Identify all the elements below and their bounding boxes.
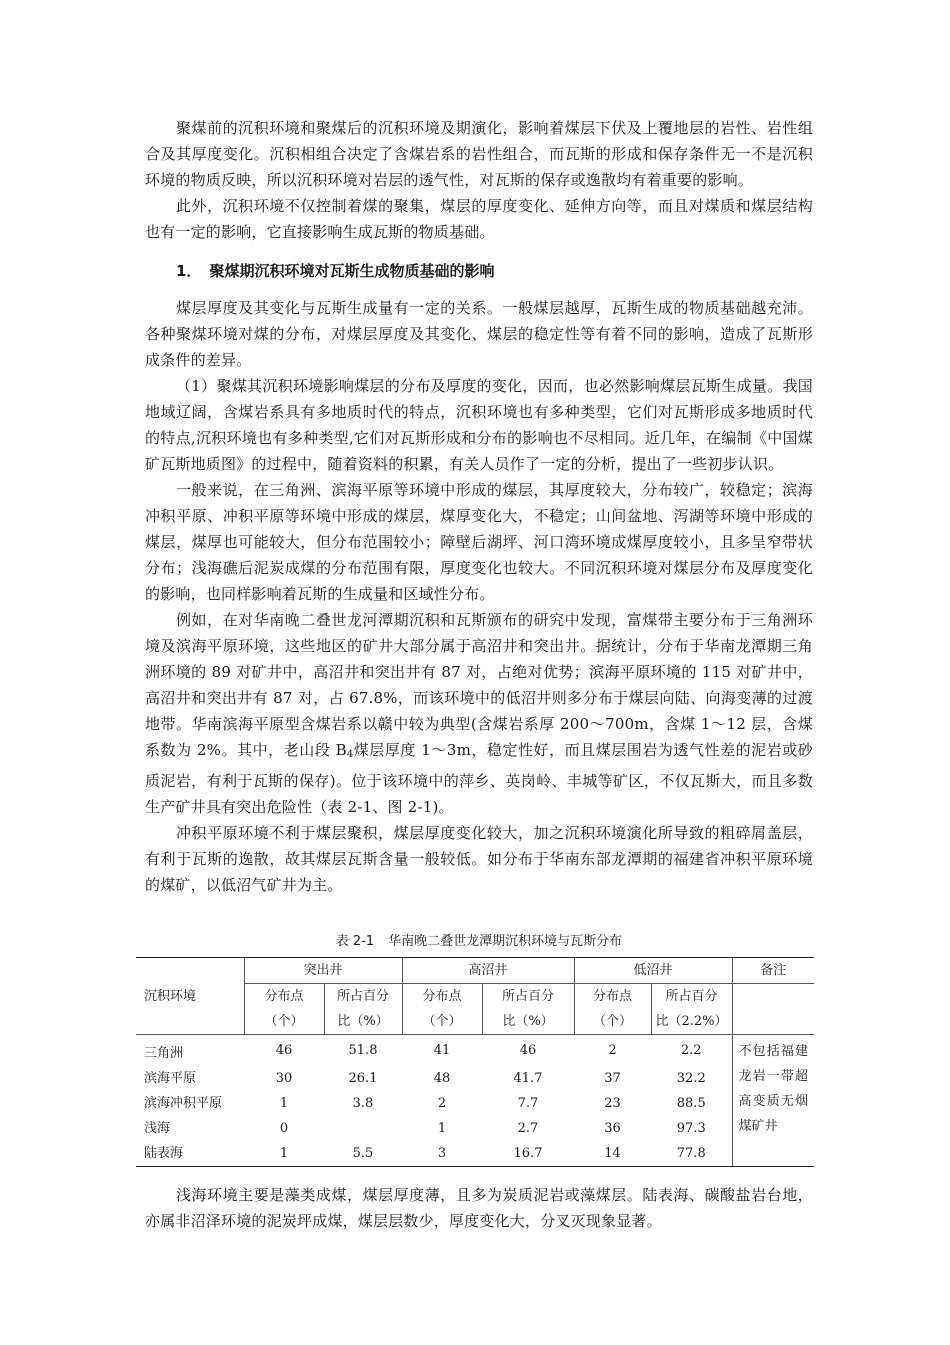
cell-value: 51.8 <box>348 1043 378 1058</box>
paragraph-example <box>145 607 813 820</box>
paragraph-intro-2: 此外，沉积环境不仅控制着煤的聚集，煤层的厚度变化、延伸方向等，而且对煤质和煤层结构也有一定的影响，它直接影响生成瓦斯的物质基础。 <box>145 197 813 241</box>
example-text-part2: 煤层厚度 1～3m，稳定性好，而且煤层围岩为透气性差的泥岩或砂质泥岩，有利于瓦斯的保存)。位于该环境中的萍乡、英岗岭、丰城等矿区，不仅瓦斯大，而且多数生产矿井具有突出危险性（表 2-1、图 2-1)。 <box>145 741 813 816</box>
cell-environment: 滨海冲积平原 <box>144 1096 223 1111</box>
subheader-count-unit: （个） <box>402 1009 482 1035</box>
table-header-environment: 沉积环境 <box>136 958 244 1035</box>
subheader-count: 分布点 <box>402 984 482 1010</box>
paragraph-environment-influence: （1）聚煤其沉积环境影响煤层的分布及厚度的变化，因而，也必然影响煤层瓦斯生成量。我国地域辽阔，含煤岩系具有多地质时代的特点，沉积环境也有多种类型，它们对瓦斯形成多地质时代的特点,沉积环境也有多种类型,它们对瓦斯形成和分布的影响也不尽相同。近几年，在编制《中国煤矿瓦斯地质图》的过程中，随着资料的积累，有关人员作了一定的分析，提出了一些初步认识。 <box>145 377 813 473</box>
paragraph-shallow-sea: 浅海环境主要是藻类成煤，煤层厚度薄，且多为炭质泥岩或藻煤层。陆表海、碳酸盐岩台地，亦属非沼泽环境的泥炭坪成煤，煤层层数少，厚度变化大，分叉灭现象显著。 <box>145 1186 813 1230</box>
table-caption-title: 华南晚二叠世龙潭期沉积环境与瓦斯分布 <box>388 934 623 949</box>
cell-value: 26.1 <box>348 1071 378 1086</box>
cell-environment: 浅海 <box>144 1121 171 1136</box>
cell-value: 48 <box>433 1071 451 1086</box>
cell-value: 3 <box>402 1141 482 1167</box>
cell-value: 46 <box>519 1043 537 1058</box>
table-caption <box>145 932 813 952</box>
table-header-note: 备注 <box>732 958 814 984</box>
subheader-pct: 所占百分 <box>651 984 732 1010</box>
cell-value: 36 <box>604 1121 621 1136</box>
table-note: 不包括福建龙岩一带超高变质无烟煤矿井 <box>732 1035 814 1167</box>
table-row <box>136 1141 814 1167</box>
paragraph-intro-1: 聚煤前的沉积环境和聚煤后的沉积环境及期演化，影响着煤层下伏及上覆地层的岩性、岩性组合及其厚度变化。沉积相组合决定了含煤岩系的岩性组合，而瓦斯的形成和保存条件无一不是沉积环境的物质反映，所以沉积环境对岩层的透气性，对瓦斯的保存或逸散均有着重要的影响。 <box>145 119 813 189</box>
subheader-pct: 所占百分 <box>324 984 402 1010</box>
cell-value: 2.2 <box>680 1043 702 1058</box>
table-caption-number: 表 2-1 <box>335 934 375 949</box>
cell-value: 1 <box>244 1141 324 1167</box>
cell-value: 3.8 <box>352 1096 374 1111</box>
cell-value: 16.7 <box>482 1141 574 1167</box>
cell-value: 2 <box>608 1043 617 1058</box>
cell-value: 41.7 <box>513 1071 543 1086</box>
cell-value: 32.2 <box>676 1071 706 1086</box>
subheader-pct-unit: 比（%） <box>324 1009 402 1035</box>
table-header-outburst: 突出井 <box>244 958 402 984</box>
cell-value: 97.3 <box>676 1121 706 1136</box>
subheader-count: 分布点 <box>244 984 324 1010</box>
table-row <box>136 1066 814 1091</box>
cell-environment: 三角洲 <box>144 1046 184 1061</box>
subheader-count-unit: （个） <box>574 1009 651 1035</box>
cell-value: 41 <box>433 1043 451 1058</box>
cell-value: 30 <box>275 1071 293 1086</box>
cell-value: 14 <box>574 1141 651 1167</box>
paragraph-alluvial: 冲积平原环境不利于煤层聚积，煤层厚度变化较大，加之沉积环境演化所导致的粗碎屑盖层，有利于瓦斯的逸散，故其煤层瓦斯含量一般较低。如分布于华南东部龙潭期的福建省冲积平原环境的煤矿，以低沼气矿井为主。 <box>145 824 813 894</box>
data-table <box>136 957 814 1167</box>
table-row <box>136 1035 814 1067</box>
cell-value: 2.7 <box>517 1121 539 1136</box>
section-heading <box>145 259 813 283</box>
subheader-note-blank <box>732 984 814 1035</box>
cell-value: 88.5 <box>676 1096 706 1111</box>
example-text-part1: 例如，在对华南晚二叠世龙河潭期沉积和瓦斯颁布的研究中发现，富煤带主要分布于三角洲环境及滨海平原环境，这些地区的矿井大部分属于高沼井和突出井。据统计，分布于华南龙潭期三角洲环境的 89 对矿井中，高沼井和突出井有 87 对，占绝对优势；滨海平原环境的 115 对矿井中，高沼井和突出井有 87 对，占 67.8%，而该环境中的低沼井则多分布于煤层向陆、向海变薄的过渡地带。华南滨海平原型含煤岩系以赣中较为典型(含煤岩系厚 200～700m，含煤 1～12 层，含煤系数为 2%。其中，老山段 B <box>145 611 813 759</box>
example-subscript: 4 <box>346 749 354 760</box>
cell-value: 23 <box>604 1096 621 1111</box>
cell-value: 77.8 <box>651 1141 732 1167</box>
cell-value: 5.5 <box>324 1141 402 1167</box>
subheader-count-unit: （个） <box>244 1009 324 1035</box>
cell-value: 0 <box>279 1121 289 1136</box>
table-row <box>136 1091 814 1116</box>
section-heading-number: 1． <box>176 262 202 280</box>
subheader-count: 分布点 <box>574 984 651 1010</box>
cell-value: 2 <box>437 1096 447 1111</box>
cell-value: 1 <box>437 1121 447 1136</box>
cell-value <box>324 1116 402 1141</box>
cell-environment: 滨海平原 <box>144 1071 197 1086</box>
subheader-pct-unit: 比（2.2%） <box>651 1009 732 1035</box>
cell-value: 7.7 <box>517 1096 539 1111</box>
table-header-high-gas: 高沼井 <box>402 958 574 984</box>
after-table-text <box>145 1182 813 1234</box>
subheader-pct-unit: 比（%） <box>482 1009 574 1035</box>
cell-environment: 陆表海 <box>136 1141 244 1167</box>
document-page <box>145 115 813 898</box>
cell-value: 1 <box>279 1096 289 1111</box>
paragraph-generally: 一般来说，在三角洲、滨海平原等环境中形成的煤层，其厚度较大，分布较广，较稳定；滨海冲积平原、冲积平原等环境中形成的煤层，煤厚变化大，不稳定；山间盆地、泻湖等环境中形成的煤层，煤厚也可能较大，但分布范围较小；障壁后湖坪、河口湾环境成煤厚度较小，且多呈窄带状分布；浅海礁后泥炭成煤的分布范围有限，厚度变化也较大。不同沉积环境对煤层分布及厚度变化的影响，也同样影响着瓦斯的生成量和区域性分布。 <box>145 481 813 603</box>
subheader-pct: 所占百分 <box>482 984 574 1010</box>
cell-value: 46 <box>275 1043 293 1058</box>
table-row <box>136 1116 814 1141</box>
table-header-low-gas: 低沼井 <box>574 958 732 984</box>
cell-value: 37 <box>604 1071 621 1086</box>
section-heading-title: 聚煤期沉积环境对瓦斯生成物质基础的影响 <box>209 262 495 280</box>
paragraph-thickness: 煤层厚度及其变化与瓦斯生成量有一定的关系。一般煤层越厚，瓦斯生成的物质基础越充沛。各种聚煤环境对煤的分布，对煤层厚度及其变化、煤层的稳定性等有着不同的影响，造成了瓦斯形成条件的差异。 <box>145 299 813 369</box>
